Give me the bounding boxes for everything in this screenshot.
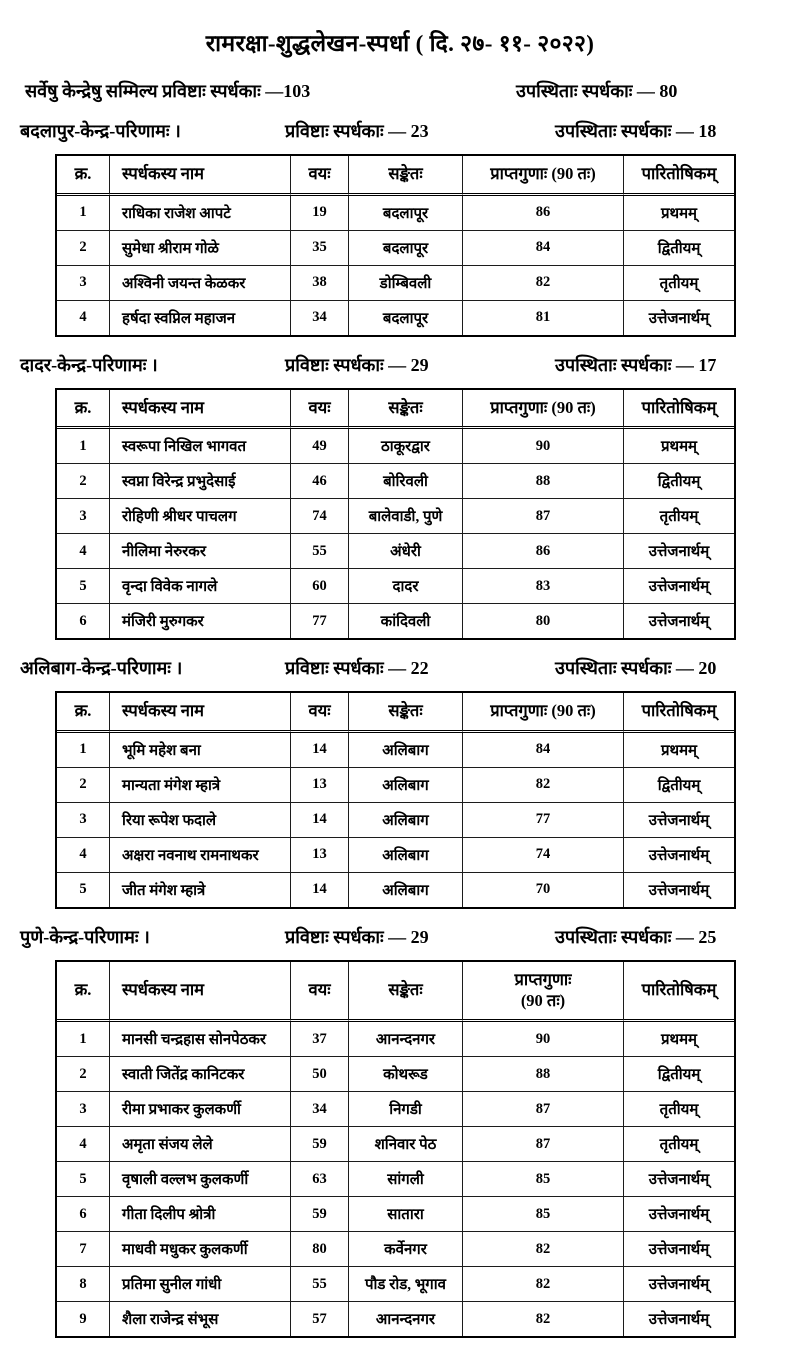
- col-name-header: स्पर्धकस्य नाम: [110, 390, 291, 430]
- section-header: [0, 353, 800, 377]
- cell-prize: द्वितीयम्: [624, 464, 734, 499]
- table-row: [57, 1267, 734, 1302]
- cell-serial: 8: [57, 1267, 110, 1302]
- table-row: [57, 429, 734, 464]
- section-present-count: उपस्थिताः स्पर्धकाः — 25: [555, 926, 717, 947]
- cell-marks: 84: [463, 733, 624, 768]
- cell-place: अंधेरी: [349, 534, 463, 569]
- col-serial-header: क्र.: [57, 390, 110, 430]
- table-row: [57, 733, 734, 768]
- table-row: [57, 534, 734, 569]
- cell-name: मंजिरी मुरुगकर: [110, 604, 291, 638]
- center-section: [0, 353, 800, 641]
- cell-marks: 80: [463, 604, 624, 638]
- table-row: [57, 838, 734, 873]
- cell-prize: प्रथमम्: [624, 1022, 734, 1057]
- cell-place: आनन्दनगर: [349, 1302, 463, 1336]
- cell-age: 80: [291, 1232, 349, 1267]
- table-row: [57, 499, 734, 534]
- col-name-header: स्पर्धकस्य नाम: [110, 962, 291, 1022]
- cell-serial: 4: [57, 534, 110, 569]
- cell-age: 34: [291, 301, 349, 335]
- cell-prize: प्रथमम्: [624, 429, 734, 464]
- cell-name: स्वरूपा निखिल भागवत: [110, 429, 291, 464]
- cell-age: 14: [291, 803, 349, 838]
- col-serial-header: क्र.: [57, 693, 110, 733]
- table-row: [57, 1302, 734, 1336]
- cell-age: 57: [291, 1302, 349, 1336]
- cell-name: गीता दिलीप श्रोत्री: [110, 1197, 291, 1232]
- section-present-count: उपस्थिताः स्पर्धकाः — 18: [555, 121, 717, 141]
- cell-age: 14: [291, 873, 349, 907]
- cell-marks: 87: [463, 499, 624, 534]
- col-prize-header: पारितोषिकम्: [624, 156, 734, 196]
- cell-name: वृन्दा विवेक नागले: [110, 569, 291, 604]
- cell-place: अलिबाग: [349, 838, 463, 873]
- cell-marks: 82: [463, 1232, 624, 1267]
- table-row: [57, 1127, 734, 1162]
- cell-age: 35: [291, 231, 349, 266]
- cell-place: सांगली: [349, 1162, 463, 1197]
- cell-age: 13: [291, 768, 349, 803]
- table-body: [57, 196, 734, 335]
- cell-serial: 2: [57, 1057, 110, 1092]
- cell-name: सुमेधा श्रीराम गोळे: [110, 231, 291, 266]
- cell-age: 14: [291, 733, 349, 768]
- col-name-header: स्पर्धकस्य नाम: [110, 156, 291, 196]
- cell-marks: 82: [463, 1267, 624, 1302]
- cell-place: बालेवाडी, पुणे: [349, 499, 463, 534]
- summary-row: [0, 79, 800, 103]
- cell-age: 38: [291, 266, 349, 301]
- results-table: [55, 960, 736, 1338]
- table-row: [57, 604, 734, 638]
- table-body: [57, 1022, 734, 1336]
- cell-prize: उत्तेजनार्थम्: [624, 803, 734, 838]
- table-row: [57, 1057, 734, 1092]
- cell-age: 13: [291, 838, 349, 873]
- cell-prize: उत्तेजनार्थम्: [648, 310, 710, 327]
- cell-marks: 82: [463, 768, 624, 803]
- cell-serial: 6: [57, 1197, 110, 1232]
- cell-serial: 6: [57, 604, 110, 638]
- table-row: [57, 768, 734, 803]
- cell-serial: 1: [57, 196, 110, 231]
- table-row: [57, 873, 734, 907]
- table-row: [57, 231, 734, 266]
- cell-marks: 90: [463, 1022, 624, 1057]
- cell-serial: 1: [57, 429, 110, 464]
- table-row: [57, 301, 734, 335]
- cell-place: अलिबाग: [349, 733, 463, 768]
- cell-prize: प्रथमम्: [624, 733, 734, 768]
- cell-place: शनिवार पेठ: [349, 1127, 463, 1162]
- cell-place: पौड रोड, भूगाव: [349, 1267, 463, 1302]
- cell-place: बोरिवली: [349, 464, 463, 499]
- cell-serial: 4: [57, 1127, 110, 1162]
- cell-place: ठाकूरद्वार: [349, 429, 463, 464]
- cell-serial: 3: [57, 1092, 110, 1127]
- cell-place: बदलापूर: [349, 231, 463, 266]
- cell-marks: 84: [463, 231, 624, 266]
- table-row: [57, 1162, 734, 1197]
- cell-prize: तृतीयम्: [624, 266, 734, 301]
- table-header-row: [57, 390, 734, 430]
- cell-place: बदलापूर: [349, 196, 463, 231]
- cell-place: अलिबाग: [349, 873, 463, 907]
- cell-age: 49: [291, 429, 349, 464]
- results-table: [55, 691, 736, 909]
- total-present-count: उपस्थिताः स्पर्धकाः — 80: [516, 81, 678, 101]
- col-age-header: वयः: [291, 693, 349, 733]
- cell-serial: 2: [57, 464, 110, 499]
- cell-serial: 1: [57, 1022, 110, 1057]
- col-age-header: वयः: [291, 390, 349, 430]
- cell-prize: उत्तेजनार्थम्: [648, 614, 710, 631]
- section-title: अलिबाग-केन्द्र-परिणामः ।: [20, 658, 183, 679]
- table-row: [57, 803, 734, 838]
- sections-container: [0, 119, 800, 1338]
- cell-name: मानसी चन्द्रहास सोनपेठकर: [110, 1022, 291, 1057]
- cell-age: 50: [291, 1057, 349, 1092]
- cell-marks: 90: [463, 429, 624, 464]
- cell-serial: 5: [57, 1162, 110, 1197]
- cell-prize: उत्तेजनार्थम्: [624, 1232, 734, 1267]
- table-header-row: [57, 156, 734, 196]
- cell-marks: 88: [463, 1057, 624, 1092]
- section-header: [0, 656, 800, 680]
- cell-marks: 81: [463, 301, 624, 335]
- results-table: [55, 388, 736, 641]
- col-age-header: वयः: [291, 962, 349, 1022]
- cell-prize: द्वितीयम्: [624, 768, 734, 803]
- cell-name: रोहिणी श्रीधर पाचलग: [110, 499, 291, 534]
- col-name-header: स्पर्धकस्य नाम: [110, 693, 291, 733]
- cell-age: 19: [291, 196, 349, 231]
- col-prize-header: पारितोषिकम्: [624, 390, 734, 430]
- cell-prize: द्वितीयम्: [624, 1057, 734, 1092]
- cell-prize: उत्तेजनार्थम्: [624, 569, 734, 604]
- cell-name: रीमा प्रभाकर कुलकर्णी: [110, 1092, 291, 1127]
- cell-serial: 9: [57, 1302, 110, 1336]
- section-present-count: उपस्थिताः स्पर्धकाः — 20: [555, 658, 717, 679]
- cell-name: भूमि महेश बना: [110, 733, 291, 768]
- table-row: [57, 464, 734, 499]
- col-prize-header: पारितोषिकम्: [624, 693, 734, 733]
- cell-serial: 5: [57, 873, 110, 907]
- cell-marks: 74: [463, 838, 624, 873]
- table-row: [57, 569, 734, 604]
- cell-prize: उत्तेजनार्थम्: [624, 1267, 734, 1302]
- col-serial-header: क्र.: [57, 156, 110, 196]
- cell-prize: उत्तेजनार्थम्: [648, 882, 710, 899]
- cell-place: डोम्बिवली: [349, 266, 463, 301]
- table-row: [57, 196, 734, 231]
- cell-name: हर्षदा स्वप्निल महाजन: [110, 301, 291, 335]
- cell-name: अक्षरा नवनाथ रामनाथकर: [110, 838, 291, 873]
- cell-place: निगडी: [349, 1092, 463, 1127]
- cell-name: स्वप्ना विरेन्द्र प्रभुदेसाई: [110, 464, 291, 499]
- section-entered-count: प्रविष्टाः स्पर्धकाः — 22: [285, 658, 429, 679]
- cell-age: 77: [291, 604, 349, 638]
- col-marks-header: प्राप्तगुणाः (90 तः): [463, 390, 624, 430]
- center-section: [0, 656, 800, 909]
- section-entered-count: प्रविष्टाः स्पर्धकाः — 29: [285, 926, 429, 947]
- cell-serial: 1: [57, 733, 110, 768]
- cell-serial: 7: [57, 1232, 110, 1267]
- cell-marks: 87: [463, 1092, 624, 1127]
- cell-age: 63: [291, 1162, 349, 1197]
- col-marks-header: प्राप्तगुणाः (90 तः): [463, 693, 624, 733]
- section-header: [0, 925, 800, 949]
- col-place-header: सङ्केतः: [349, 156, 463, 196]
- cell-marks: 82: [463, 266, 624, 301]
- cell-age: 59: [291, 1197, 349, 1232]
- cell-place: दादर: [349, 569, 463, 604]
- section-entered-count: प्रविष्टाः स्पर्धकाः — 29: [285, 354, 429, 375]
- cell-prize: उत्तेजनार्थम्: [648, 1312, 710, 1329]
- cell-name: स्वाती जितेंद्र कानिटकर: [110, 1057, 291, 1092]
- section-title: पुणे-केन्द्र-परिणामः ।: [20, 926, 150, 947]
- cell-marks: 86: [463, 196, 624, 231]
- section-title: बदलापुर-केन्द्र-परिणामः ।: [20, 121, 181, 141]
- cell-prize: उत्तेजनार्थम्: [624, 534, 734, 569]
- cell-age: 34: [291, 1092, 349, 1127]
- cell-name: मान्यता मंगेश म्हात्रे: [110, 768, 291, 803]
- cell-marks: 86: [463, 534, 624, 569]
- cell-marks: 77: [463, 803, 624, 838]
- table-header-row: [57, 693, 734, 733]
- cell-serial: 3: [57, 266, 110, 301]
- cell-prize: तृतीयम्: [624, 1127, 734, 1162]
- section-present-count: उपस्थिताः स्पर्धकाः — 17: [555, 354, 717, 375]
- cell-prize: तृतीयम्: [624, 1092, 734, 1127]
- center-section: [0, 119, 800, 337]
- col-place-header: सङ्केतः: [349, 962, 463, 1022]
- cell-name: अमृता संजय लेले: [110, 1127, 291, 1162]
- cell-name: रिया रूपेश फदाले: [110, 803, 291, 838]
- cell-name: माधवी मधुकर कुलकर्णी: [110, 1232, 291, 1267]
- cell-prize: तृतीयम्: [624, 499, 734, 534]
- table-body: [57, 733, 734, 907]
- cell-age: 55: [291, 534, 349, 569]
- cell-marks: 85: [463, 1197, 624, 1232]
- cell-prize: उत्तेजनार्थम्: [624, 1162, 734, 1197]
- cell-prize: उत्तेजनार्थम्: [624, 838, 734, 873]
- cell-name: जीत मंगेश म्हात्रे: [110, 873, 291, 907]
- cell-marks: 88: [463, 464, 624, 499]
- cell-age: 60: [291, 569, 349, 604]
- cell-serial: 3: [57, 803, 110, 838]
- table-row: [57, 266, 734, 301]
- cell-name: राधिका राजेश आपटे: [110, 196, 291, 231]
- cell-place: कोथरूड: [349, 1057, 463, 1092]
- col-age-header: वयः: [291, 156, 349, 196]
- total-entered-count: सर्वेषु केन्द्रेषु सम्मिल्य प्रविष्टाः स्पर्धकाः —103: [25, 81, 311, 101]
- cell-place: कर्वेनगर: [349, 1232, 463, 1267]
- cell-place: अलिबाग: [349, 803, 463, 838]
- cell-prize: द्वितीयम्: [624, 231, 734, 266]
- cell-marks: 83: [463, 569, 624, 604]
- cell-name: नीलिमा नेरुरकर: [110, 534, 291, 569]
- cell-place: आनन्दनगर: [349, 1022, 463, 1057]
- cell-prize: प्रथमम्: [624, 196, 734, 231]
- results-table: [55, 154, 736, 337]
- cell-serial: 5: [57, 569, 110, 604]
- table-row: [57, 1092, 734, 1127]
- section-title: दादर-केन्द्र-परिणामः ।: [20, 354, 158, 375]
- col-place-header: सङ्केतः: [349, 390, 463, 430]
- section-header: [0, 119, 800, 143]
- cell-serial: 2: [57, 768, 110, 803]
- cell-serial: 4: [57, 301, 110, 335]
- cell-marks: 87: [463, 1127, 624, 1162]
- cell-place: कांदिवली: [349, 604, 463, 638]
- cell-age: 74: [291, 499, 349, 534]
- page-title: रामरक्षा-शुद्धलेखन-स्पर्धा ( दि. २७- ११- २०२२): [205, 31, 595, 56]
- cell-marks: 82: [463, 1302, 624, 1336]
- cell-place: सातारा: [349, 1197, 463, 1232]
- cell-prize: उत्तेजनार्थम्: [624, 1197, 734, 1232]
- cell-serial: 3: [57, 499, 110, 534]
- cell-serial: 2: [57, 231, 110, 266]
- section-entered-count: प्रविष्टाः स्पर्धकाः — 23: [285, 121, 429, 141]
- cell-marks: 85: [463, 1162, 624, 1197]
- cell-name: वृषाली वल्लभ कुलकर्णी: [110, 1162, 291, 1197]
- cell-age: 59: [291, 1127, 349, 1162]
- cell-age: 37: [291, 1022, 349, 1057]
- col-place-header: सङ्केतः: [349, 693, 463, 733]
- cell-name: शैला राजेन्द्र संभूस: [110, 1302, 291, 1336]
- table-row: [57, 1197, 734, 1232]
- cell-place: बदलापूर: [349, 301, 463, 335]
- table-row: [57, 1022, 734, 1057]
- table-header-row: [57, 962, 734, 1022]
- col-marks-header: प्राप्तगुणाः (90 तः): [463, 156, 624, 196]
- cell-age: 55: [291, 1267, 349, 1302]
- center-section: [0, 925, 800, 1338]
- col-marks-header: प्राप्तगुणाः (90 तः): [463, 962, 624, 1022]
- table-row: [57, 1232, 734, 1267]
- cell-name: अश्विनी जयन्त केळकर: [110, 266, 291, 301]
- col-prize-header: पारितोषिकम्: [624, 962, 734, 1022]
- table-body: [57, 429, 734, 638]
- cell-marks: 70: [463, 873, 624, 907]
- col-serial-header: क्र.: [57, 962, 110, 1022]
- cell-serial: 4: [57, 838, 110, 873]
- cell-place: अलिबाग: [349, 768, 463, 803]
- cell-name: प्रतिमा सुनील गांधी: [110, 1267, 291, 1302]
- cell-age: 46: [291, 464, 349, 499]
